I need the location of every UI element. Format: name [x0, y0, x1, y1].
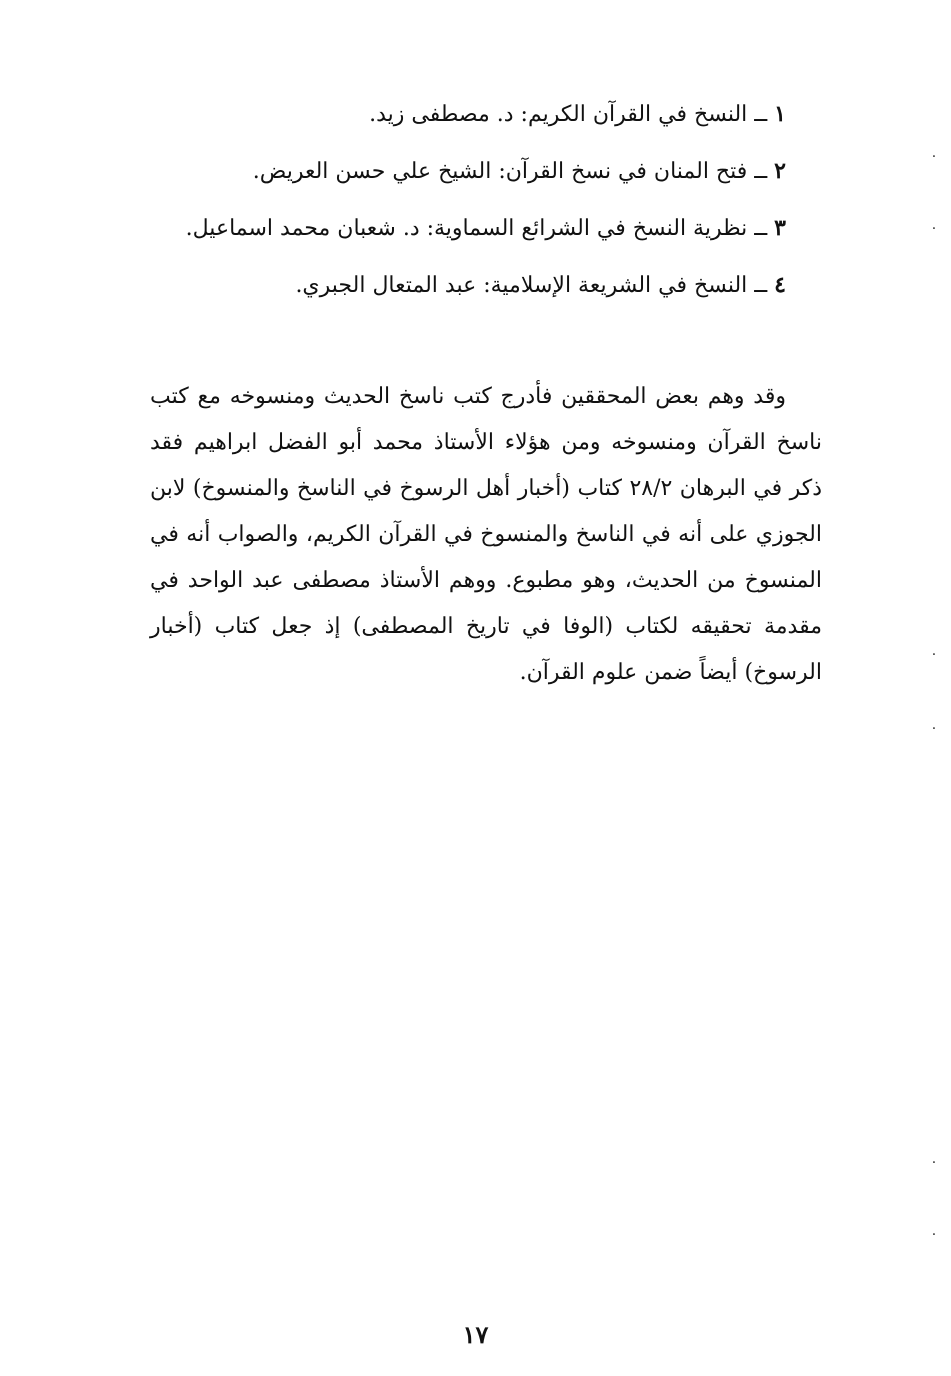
reference-number: ٢: [774, 158, 786, 184]
body-paragraph: وقد وهم بعض المحققين فأدرج كتب ناسخ الحديث ومنسوخه مع كتب ناسخ القرآن ومنسوخه ومن هؤلاء الأستاذ محمد أبو الفضل ابراهيم فقد ذكر في البرهان ٢٨/٢ كتاب (أخبار أهل الرسوخ في الناسخ والمنسوخ) لابن الجوزي على أنه في الناسخ والمنسوخ في القرآن الكريم، والصواب أنه في المنسوخ من الحديث، وهو مطبوع. ووهم الأستاذ مصطفى عبد الواحد في مقدمة تحقيقه لكتاب (الوفا في تاريخ المصطفى) إذ جعل كتاب (أخبار الرسوخ) أيضاً ضمن علوم القرآن.: [150, 384, 823, 685]
reference-text: ــ النسخ في القرآن الكريم: د. مصطفى زيد.: [369, 102, 768, 127]
reference-text: ــ النسخ في الشريعة الإسلامية: عبد المتعال الجبري.: [295, 273, 768, 298]
margin-speck-icon: ·: [931, 721, 937, 737]
reference-number: ٣: [774, 215, 786, 241]
reference-text: ــ فتح المنان في نسخ القرآن: الشيخ علي حسن العريض.: [252, 159, 768, 184]
reference-text: ــ نظرية النسخ في الشرائع السماوية: د. شعبان محمد اسماعيل.: [185, 216, 768, 241]
margin-speck-icon: ·: [931, 221, 937, 237]
reference-item-1: [150, 86, 822, 143]
margin-speck-icon: ·: [931, 1227, 937, 1243]
margin-speck-icon: ·: [931, 647, 937, 663]
reference-number: ١: [774, 101, 786, 127]
margin-speck-icon: ·: [931, 1155, 937, 1171]
reference-number: ٤: [774, 272, 786, 298]
reference-item-3: [150, 200, 822, 257]
reference-list: [150, 86, 822, 314]
margin-speck-icon: ·: [931, 149, 937, 165]
page-number: ١٧: [462, 1320, 489, 1349]
reference-item-4: [150, 257, 822, 314]
reference-item-2: [150, 143, 822, 200]
